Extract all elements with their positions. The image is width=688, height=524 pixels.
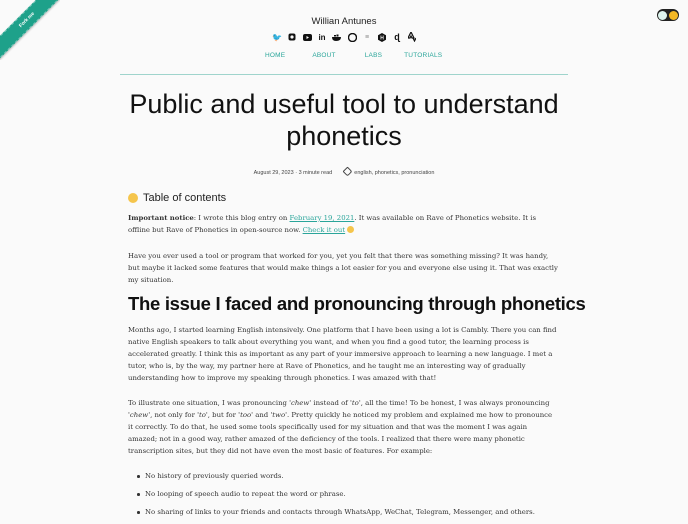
toc-label[interactable]: Table of contents	[143, 192, 227, 204]
post-date: August 29, 2023	[253, 170, 294, 176]
feature-list	[128, 470, 558, 524]
february-date-link[interactable]: February 19, 2021	[289, 214, 355, 222]
paragraph-1	[128, 324, 558, 384]
nav-home[interactable]: HOME	[265, 52, 286, 59]
strava-icon[interactable]	[407, 32, 417, 42]
list-item: No looping of speech audio to repeat the word or phrase.	[128, 488, 558, 506]
paragraph-1-text: Months ago, I started learning English intensively. One platform that I have been using a lot is Cambly. There you can find native English speakers to talk about everything you want, and when you find a good tutor, the learning process is accelerated greatly. I think this as important as any part of your immersive approach to learning a new language. I met a tutor, who is, by the way, my partner here at Rave of Phonetics, and he taught me an interesting way of gradually understanding how to improve my speaking through phonetics. I was amazed with that!	[128, 326, 557, 382]
svg-text:H: H	[380, 35, 384, 41]
youtube-icon[interactable]	[302, 32, 312, 42]
grinning-emoji-icon	[347, 226, 354, 233]
list-item: No history of previously queried words.	[128, 470, 558, 488]
tag-icon	[342, 167, 352, 177]
twitter-icon[interactable]: 🐦	[272, 32, 282, 42]
table-of-contents-toggle[interactable]	[128, 192, 226, 204]
important-notice	[128, 212, 558, 236]
docker-icon[interactable]	[332, 32, 342, 42]
leetcode-icon[interactable]: ɖ	[394, 32, 400, 42]
instagram-icon[interactable]	[287, 32, 297, 42]
paragraph-2	[128, 397, 558, 457]
nav-about[interactable]: ABOUT	[312, 52, 336, 59]
list-item: No sharing of links to your friends and contacts through WhatsApp, WeChat, Telegram, Messenger, and others.	[128, 506, 558, 524]
meta-separator: ·	[295, 170, 298, 176]
sleepy-face-emoji-icon	[128, 193, 138, 203]
paragraph-2-text: To illustrate one situation, I was pronouncing 'chew' instead of 'to', all the time! To be honest, I was always pronouncing 'chew', not only for 'to', but for 'too' and 'two'. Pretty quickly he noticed my problem and explained me how to pronounce it correctly. To do that, he used some tools specifically used for my situation and that was the moment I was again amazed; not in a good way, rather amazed of the deficiency of the tools. I realized that there were many phonetic transcription sites, but they did not have even the most basic of features. For example:	[128, 399, 553, 455]
linkedin-icon[interactable]: in	[318, 32, 326, 42]
header-divider	[120, 74, 568, 75]
post-tags[interactable]: english, phonetics, pronunciation	[354, 170, 435, 176]
stackoverflow-icon[interactable]: ≡	[364, 33, 370, 41]
post-meta	[0, 168, 688, 176]
fork-me-ribbon[interactable]	[0, 0, 60, 60]
hackerrank-icon[interactable]	[377, 32, 387, 42]
nav-tutorials[interactable]: TUTORIALS	[404, 52, 443, 59]
notice-text: : I wrote this blog entry on	[193, 214, 290, 222]
check-it-out-link[interactable]: Check it out	[302, 226, 346, 234]
notice-label: Important notice	[128, 214, 194, 222]
notice-text-2: . It was available on Rave of Phonetics website. It is offline but Rave of Phonetics in open-source now.	[128, 214, 537, 234]
read-time: 3 minute read	[298, 170, 333, 176]
nav-labs[interactable]: LABS	[364, 52, 383, 59]
github-icon[interactable]	[347, 32, 357, 42]
post-title: Public and useful tool to understand phonetics	[129, 89, 559, 151]
section-heading: The issue I faced and pronouncing through phonetics	[128, 293, 586, 314]
site-title[interactable]: Willian Antunes	[311, 16, 377, 27]
fork-me-label[interactable]: Fork me	[0, 0, 60, 60]
main-nav	[265, 52, 442, 59]
social-links	[272, 32, 417, 42]
intro-text: Have you ever used a tool or program that worked for you, yet you felt that there was something missing? It was handy, but maybe it lacked some features that would make things a lot easier for you and everyone else using it. That was exactly my situation.	[128, 252, 558, 284]
intro-paragraph	[128, 250, 558, 286]
